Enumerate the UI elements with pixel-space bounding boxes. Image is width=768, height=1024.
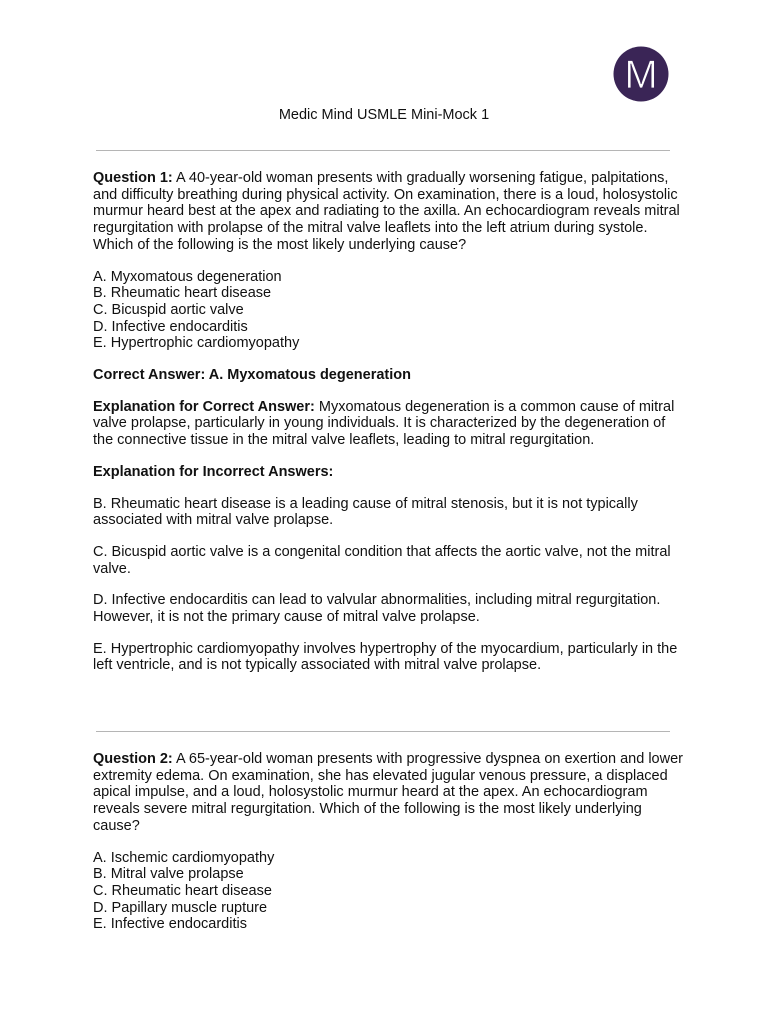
option-list-item: B. Mitral valve prolapse: [93, 866, 244, 883]
question-1-stem: [93, 170, 683, 254]
correct-explanation: [93, 399, 683, 449]
option-list-item: A. Myxomatous degeneration: [93, 268, 282, 285]
document-title: Medic Mind USMLE Mini-Mock 1: [278, 107, 490, 123]
correct-explanation-text: Myxomatous degeneration is a common cause of mitral valve prolapse, particularly in young individuals. It is characterized by the degeneration of the connective tissue in the mitral valve leaflets, leading to mitral regurgitation.: [93, 398, 675, 449]
option-list-item: D. Infective endocarditis: [93, 318, 248, 335]
incorrect-explanations-heading: Explanation for Incorrect Answers:: [93, 463, 334, 480]
option-list-item: C. Bicuspid aortic valve: [93, 301, 244, 318]
question-2-section: [93, 751, 683, 933]
incorrect-explanation-item: C. Bicuspid aortic valve is a congenital condition that affects the aortic valve, not the mitral valve.: [93, 543, 671, 577]
question-1-section: [93, 170, 683, 674]
question-1-text: A 40-year-old woman presents with gradually worsening fatigue, palpitations, and difficulty breathing during physical activity. On examination, there is a loud, holosystolic murmur heard best at the apex and radiating to the axilla. An echocardiogram reveals mitral regurgitation with prolapse of the mitral valve leaflets into the left atrium during systole. Which of the following is the most likely underlying cause?: [93, 170, 680, 253]
question-2-stem: [93, 751, 683, 835]
option-list-item: D. Papillary muscle rupture: [93, 899, 268, 916]
option-list-item: E. Infective endocarditis: [93, 916, 247, 933]
question-2-label: Question 2:: [93, 751, 173, 767]
divider-middle: [96, 731, 670, 732]
divider-top: [96, 150, 670, 151]
option-list-item: A. Ischemic cardiomyopathy: [93, 849, 275, 866]
correct-explanation-label: Explanation for Correct Answer:: [93, 398, 315, 415]
incorrect-explanation-item: E. Hypertrophic cardiomyopathy involves hypertrophy of the myocardium, particularly in the left ventricle, and is not typically associated with mitral valve prolapse.: [93, 640, 678, 674]
logo-letter: M: [624, 53, 658, 97]
correct-answer: Correct Answer: A. Myxomatous degeneration: [93, 367, 411, 384]
option-list-item: C. Rheumatic heart disease: [93, 882, 272, 899]
medic-mind-logo: [612, 46, 670, 102]
option-list-item: E. Hypertrophic cardiomyopathy: [93, 335, 300, 352]
option-list-item: B. Rheumatic heart disease: [93, 285, 272, 302]
incorrect-explanation-item: B. Rheumatic heart disease is a leading cause of mitral stenosis, but it is not typically associated with mitral valve prolapse.: [93, 495, 638, 529]
question-1-label: Question 1:: [93, 170, 173, 186]
incorrect-explanation-item: D. Infective endocarditis can lead to valvular abnormalities, including mitral regurgitation. However, it is not the primary cause of mitral valve prolapse.: [93, 592, 661, 626]
question-2-text: A 65-year-old woman presents with progressive dyspnea on exertion and lower extremity edema. On examination, she has elevated jugular venous pressure, a displaced apical impulse, and a loud, holosystolic murmur heard at the apex. An echocardiogram reveals severe mitral regurgitation. Which of the following is the most likely underlying cause?: [93, 751, 683, 834]
